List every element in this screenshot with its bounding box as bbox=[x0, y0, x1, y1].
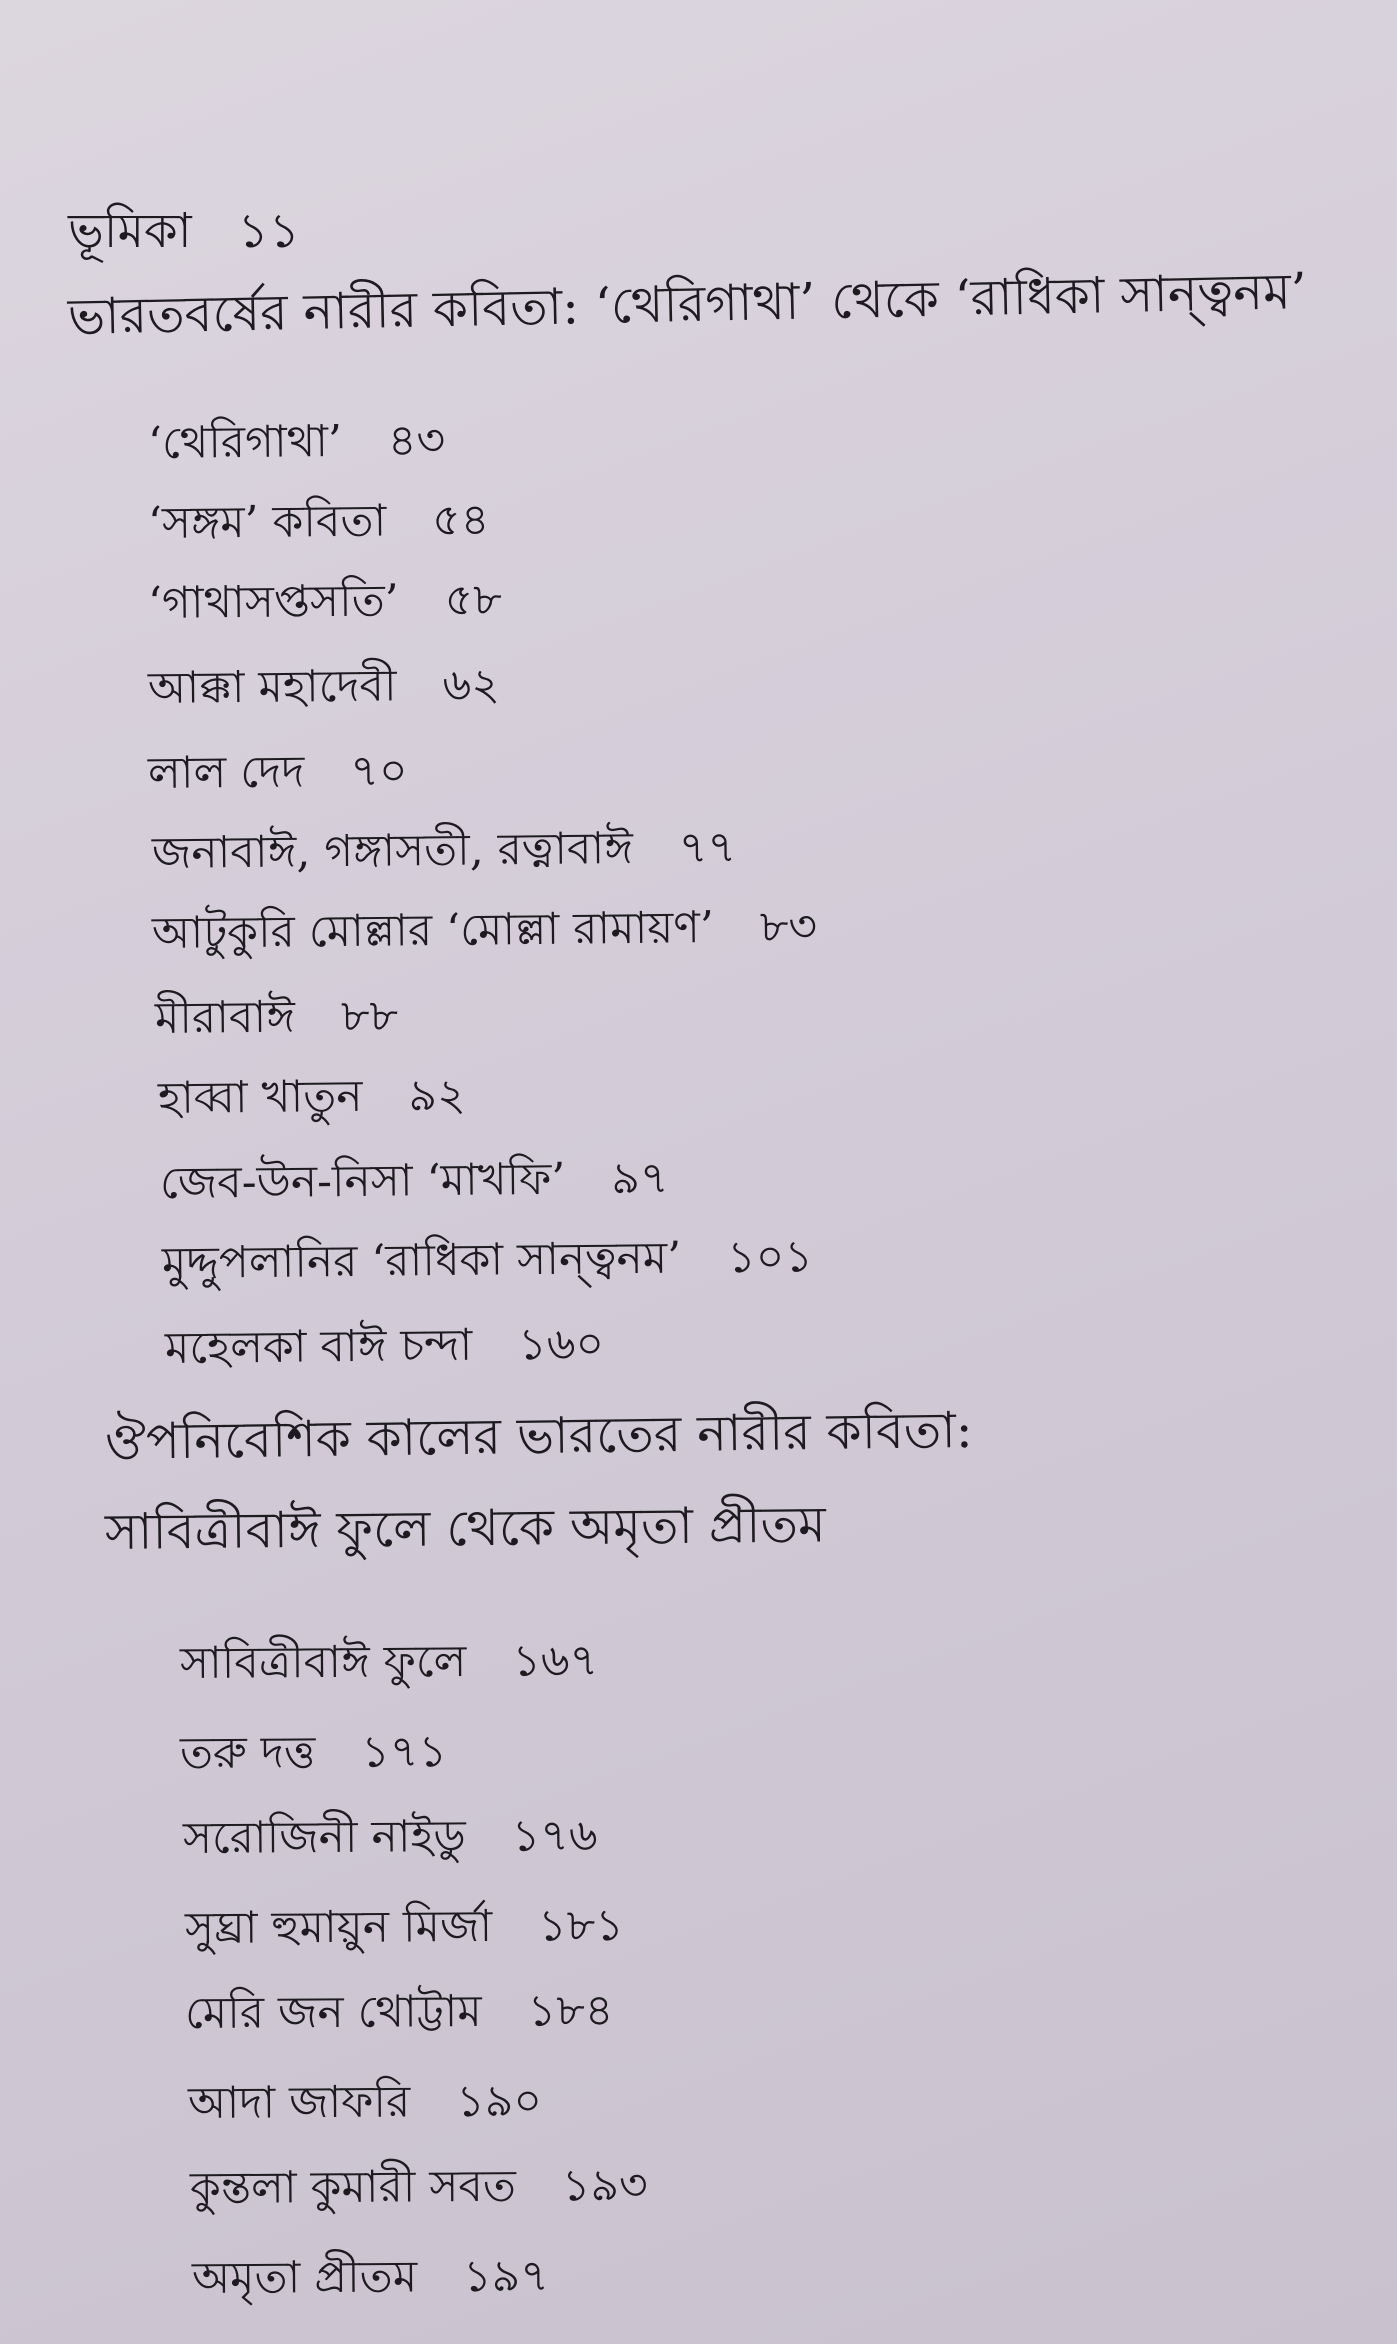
toc-entry-page-number: ১৮৪ bbox=[527, 1985, 614, 2037]
toc-entry-title: ভূমিকা bbox=[68, 203, 192, 259]
toc-entry-page-number: ১১ bbox=[237, 203, 300, 259]
toc-entry bbox=[180, 1627, 599, 1703]
section-heading-colonial-line-1: ঔপনিবেশিক কালের ভারতের নারীর কবিতা: bbox=[104, 1400, 974, 1471]
section-heading-pre-colonial: ভারতবর্ষের নারীর কবিতা: ‘থেরিগাথা’ থেকে ‘রাধিকা সান্ত্বনম’ bbox=[67, 262, 1308, 346]
toc-entry-page-number: ৯৭ bbox=[611, 1152, 669, 1205]
toc-entry bbox=[162, 1223, 814, 1303]
toc-entry-page-number: ১৯০ bbox=[456, 2075, 543, 2128]
toc-entry bbox=[152, 814, 737, 893]
toc-entry bbox=[148, 407, 446, 483]
toc-entry bbox=[152, 893, 818, 973]
toc-entry bbox=[180, 1718, 448, 1793]
toc-entry-title: জেব-উন-নিসা ‘মাখফি’ bbox=[159, 1153, 566, 1209]
toc-entry-title: মহেলকা বাঈ চন্দা bbox=[164, 1319, 473, 1374]
toc-entry-title: আক্কা মহাদেবী bbox=[147, 660, 397, 714]
toc-entry bbox=[185, 1892, 624, 1968]
toc-entry-title: জনাবাঈ, গঙ্গাসতী, রত্নাবাঈ bbox=[151, 822, 634, 879]
toc-entry bbox=[148, 486, 490, 563]
toc-entry-page-number: ৭৭ bbox=[678, 821, 737, 874]
toc-entry-title: মুদ্দুপলানির ‘রাধিকা সান্ত্বনম’ bbox=[161, 1232, 682, 1289]
toc-entry-page-number: ৭০ bbox=[350, 745, 408, 797]
toc-entry bbox=[158, 1062, 466, 1138]
section-heading-colonial-line-2: সাবিত্রীবাঈ ফুলে থেকে অমৃতা প্রীতম bbox=[104, 1495, 827, 1561]
toc-entry-page-number: ১০১ bbox=[726, 1231, 814, 1284]
toc-entry bbox=[155, 982, 399, 1058]
toc-entry-page-number: ৪৩ bbox=[387, 414, 446, 467]
toc-entry-title: কুন্তলা কুমারী সবত bbox=[189, 2160, 517, 2214]
toc-entry-title: ‘সঙ্গম’ কবিতা bbox=[147, 495, 387, 549]
toc-entry-title: সাবিত্রীবাঈ ফুলে bbox=[179, 1636, 467, 1689]
toc-entry-page-number: ১৭১ bbox=[361, 1726, 448, 1778]
toc-entry bbox=[165, 1310, 605, 1388]
toc-entry-title: সরোজিনী নাইডু bbox=[182, 1811, 466, 1864]
toc-entry-title: ‘গাথাসপ্তসতি’ bbox=[147, 575, 399, 629]
toc-entry-title: তরু দত্ত bbox=[179, 1727, 316, 1779]
toc-entry bbox=[192, 2243, 549, 2318]
toc-entry-page-number: ৮৮ bbox=[340, 990, 399, 1043]
toc-entry-title: মেরি জন থোট্টাম bbox=[184, 1985, 482, 2039]
toc-entry-title: সুঘ্রা হুমায়ুন মির্জা bbox=[184, 1900, 493, 1954]
toc-entry-title: আদা জাফরি bbox=[187, 2076, 411, 2129]
toc-entry-page-number: ১৯৩ bbox=[561, 2159, 648, 2212]
toc-entry bbox=[148, 737, 408, 813]
toc-entry-page-number: ১৯৭ bbox=[462, 2250, 550, 2303]
toc-entry-title: হাব্বা খাতুন bbox=[157, 1070, 363, 1124]
toc-entry-page-number: ১৮১ bbox=[537, 1899, 624, 1952]
toc-entry-page-number: ১৬৭ bbox=[512, 1635, 599, 1687]
toc-entry-page-number: ৫৮ bbox=[444, 574, 503, 626]
toc-entry-page-number: ১৬০ bbox=[517, 1318, 605, 1371]
toc-entry-page-number: ৮৩ bbox=[759, 901, 818, 953]
toc-entry bbox=[148, 566, 503, 643]
toc-entry-title: মীরাবাঈ bbox=[154, 991, 296, 1044]
toc-entry bbox=[183, 1802, 598, 1878]
toc-entry-title: ‘থেরিগাথা’ bbox=[147, 415, 343, 469]
toc-entry-introduction bbox=[68, 195, 300, 274]
toc-entry-page-number: ৯২ bbox=[408, 1069, 466, 1122]
toc-entry-page-number: ৫৪ bbox=[431, 494, 490, 547]
toc-entry-page-number: ১৭৬ bbox=[511, 1810, 598, 1862]
toc-entry-page-number: ৬২ bbox=[442, 659, 501, 711]
toc-entry bbox=[188, 2068, 542, 2143]
toc-entry-title: লাল দেদ bbox=[147, 746, 305, 799]
toc-entry bbox=[185, 1977, 614, 2053]
toc-entry bbox=[160, 1145, 669, 1223]
toc-entry-title: অমৃতা প্রীতম bbox=[191, 2251, 418, 2304]
toc-entry bbox=[190, 2152, 648, 2228]
toc-entry-title: আটুকুরি মোল্লার ‘মোল্লা রামায়ণ’ bbox=[151, 902, 715, 959]
toc-entry bbox=[148, 651, 501, 728]
